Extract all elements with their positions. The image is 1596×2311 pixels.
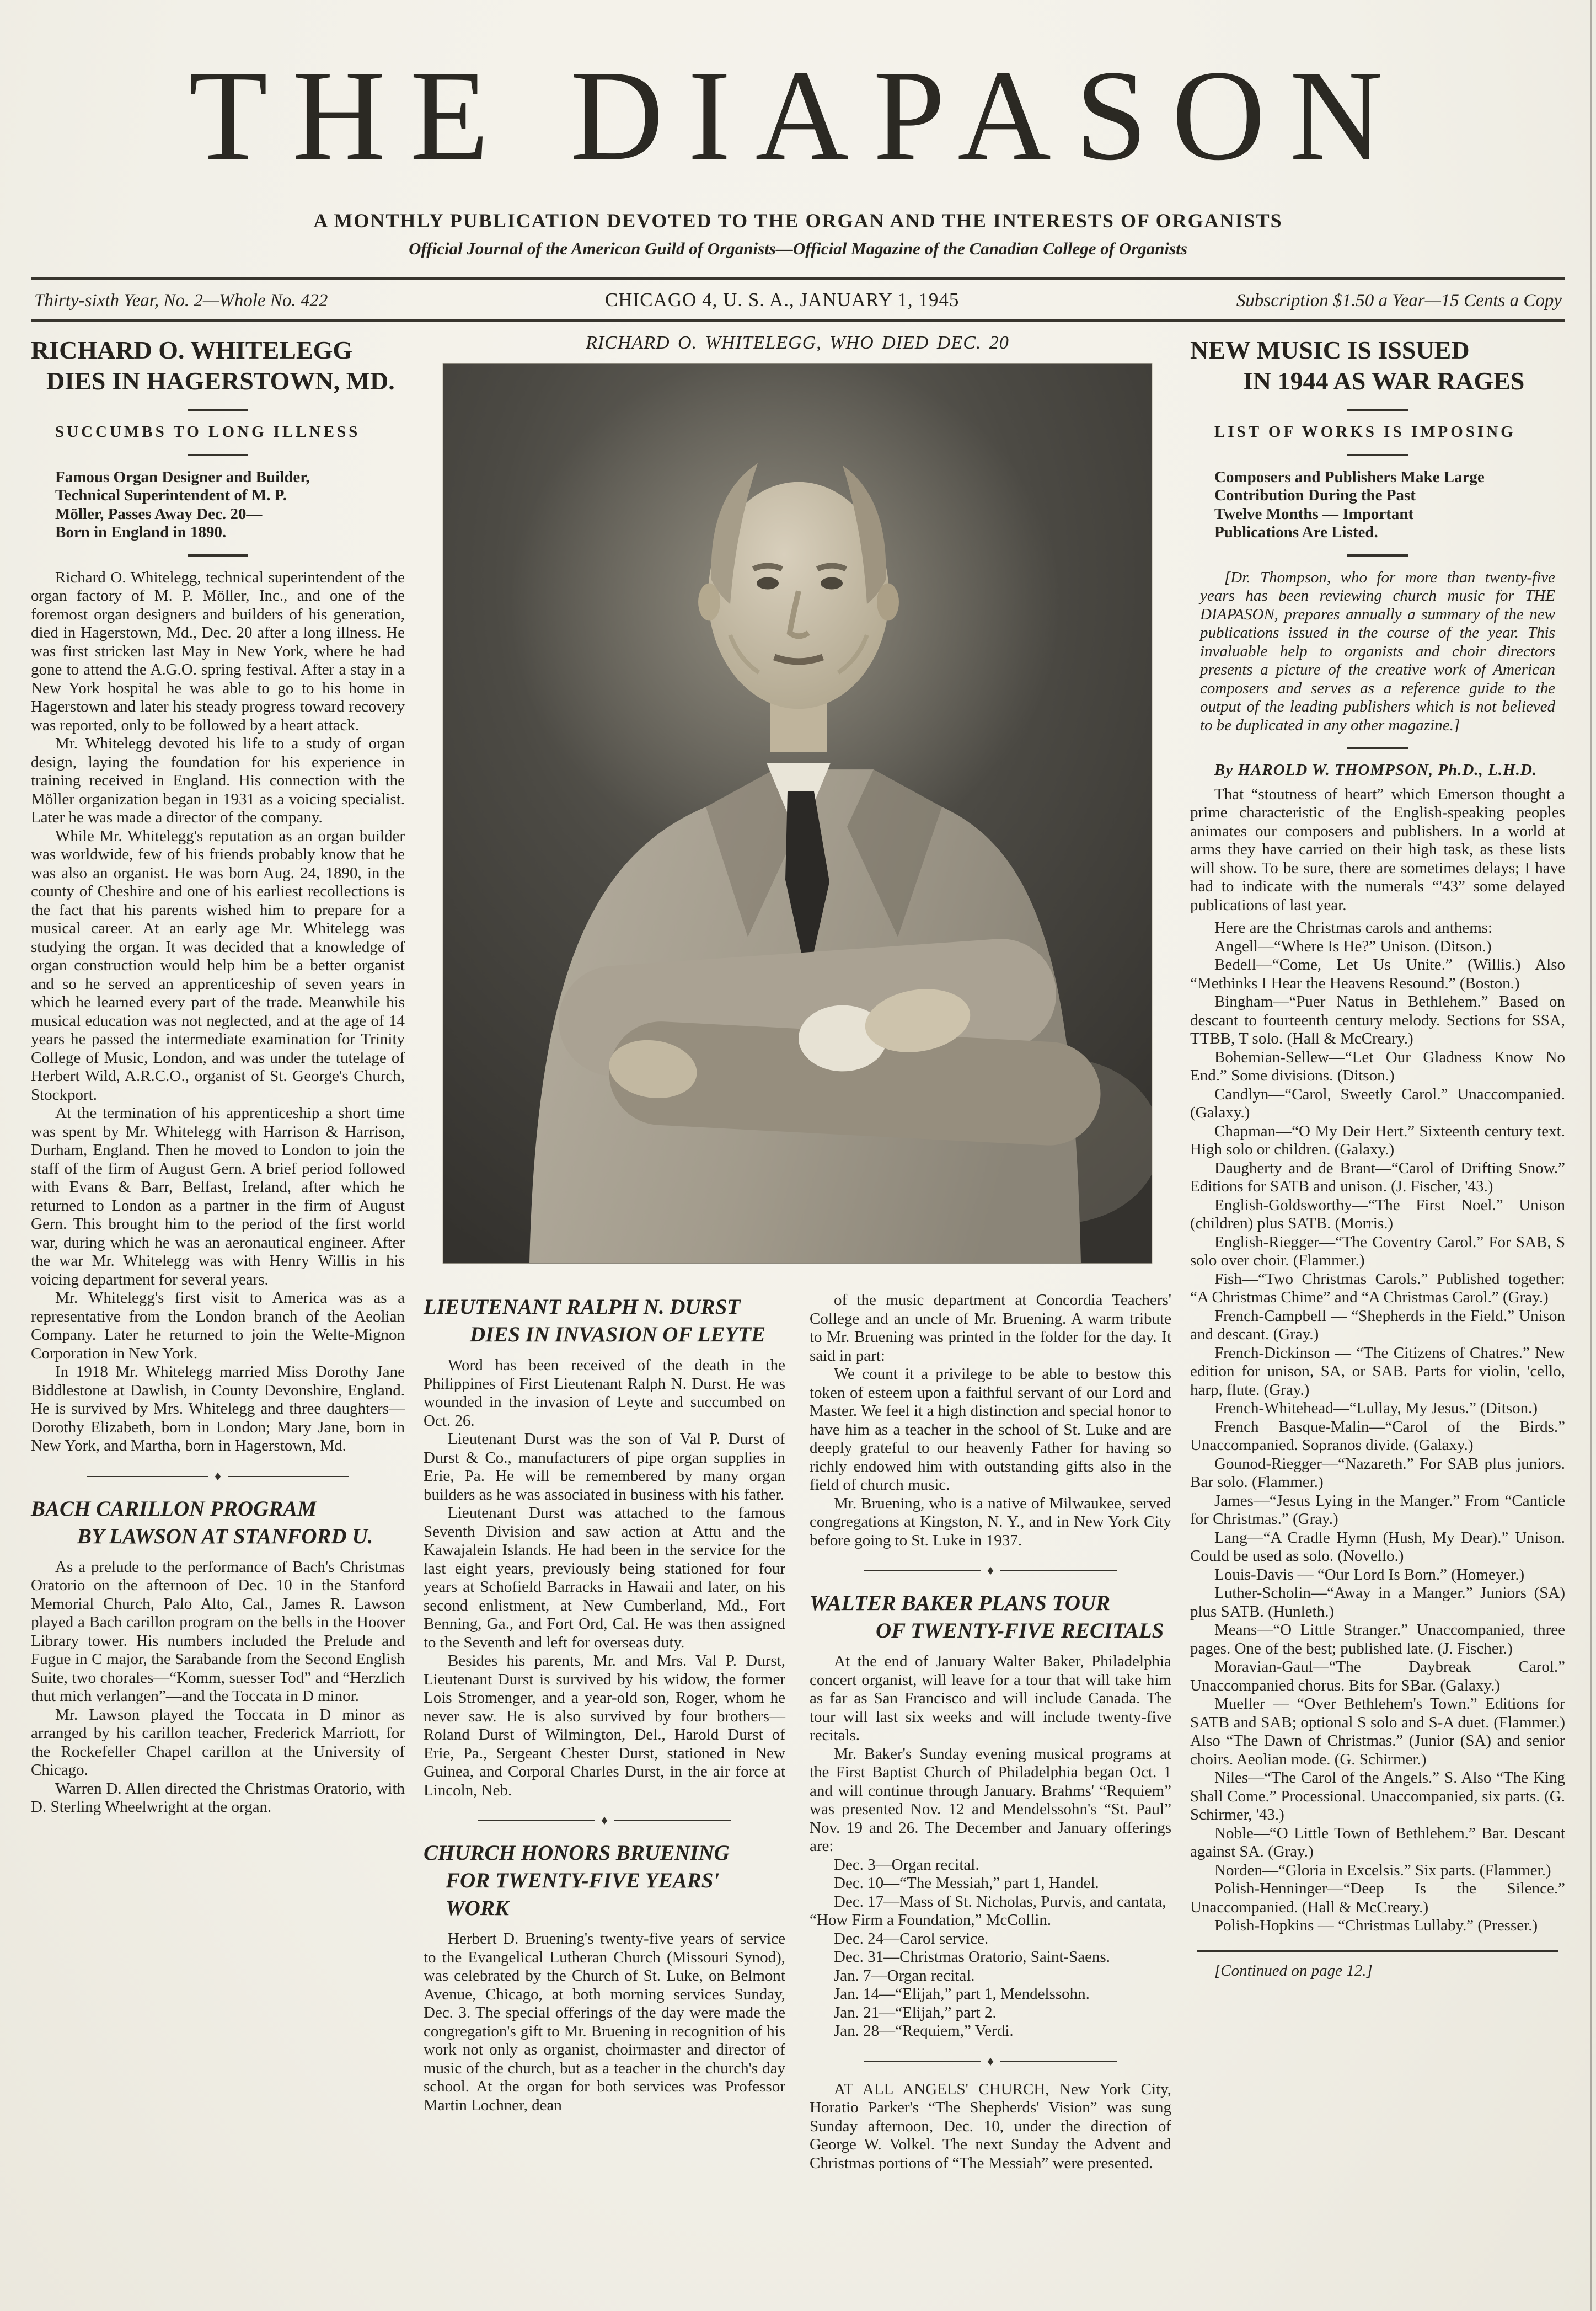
carol-list-item: Norden—“Gloria in Excelsis.” Six parts. (Flammer.) (1214, 1861, 1551, 1879)
ornament-divider (478, 1814, 731, 1827)
paragraph: Mr. Baker's Sunday evening musical programs at the First Baptist Church of Philadelphia began Oct. 1 and will continue through January. Brahms' “Requiem” was presented Nov. 12 and Mendelssohn's “St. Paul” Nov. 19 and 26. The December and January offerings are: (810, 1745, 1171, 1855)
carol-list-item: Moravian-Gaul—“The Daybreak Carol.” Unaccompanied chorus. Bits for SBar. (Galaxy.) (1190, 1658, 1565, 1694)
schedule-item: Dec. 31—Christmas Oratorio, Saint-Saens. (834, 1948, 1110, 1966)
bruening-headline (424, 1839, 785, 1922)
paragraph: That “stoutness of heart” which Emerson thought a prime characteristic of the English-speaking peoples animates our composers and publishers. In a world at arms they have carried on their high task, as these lists will show. To be sure, there are sometimes delays; I have had to indicate with the numerals “'43” some delayed publications of last year. (1190, 785, 1565, 914)
page-content (0, 322, 1596, 2173)
dateline-subscription: Subscription $1.50 a Year—15 Cents a Copy (1236, 291, 1562, 311)
durst-headline (424, 1293, 785, 1349)
newmusic-headline-line2: IN 1944 AS WAR RAGES (1243, 367, 1525, 395)
baker-headline-line2: OF TWENTY-FIVE RECITALS (876, 1619, 1164, 1643)
continued-notice: [Continued on page 12.] (1214, 1961, 1373, 1980)
deck-line: Publications Are Listed. (1214, 523, 1378, 541)
paragraph: Mr. Whitelegg's first visit to America was as a representative from the London branch of the Aeolian Company. Later he returned to join the Welte-Mignon Corporation in New York. (31, 1289, 405, 1362)
newmusic-subhead: LIST OF WORKS IS IMPOSING (1214, 423, 1516, 441)
bach-headline-line2: BY LAWSON AT STANFORD U. (77, 1524, 373, 1548)
schedule-item: Jan. 21—“Elijah,” part 2. (834, 2003, 997, 2021)
carol-list-item: French-Whitehead—“Lullay, My Jesus.” (Ditson.) (1214, 1399, 1538, 1417)
deck-line: Twelve Months — Important (1214, 505, 1414, 523)
schedule-item: Dec. 3—Organ recital. (834, 1855, 979, 1874)
portrait-illustration (443, 364, 1152, 1263)
durst-headline-line2: DIES IN INVASION OF LEYTE (470, 1323, 766, 1346)
column-middle-right (810, 1291, 1171, 2173)
carol-list-item: French Basque-Malin—“Carol of the Birds.” Unaccompanied. Sopranos divide. (Galaxy.) (1190, 1417, 1565, 1454)
column-middle-left (424, 1291, 785, 2173)
carol-list-item: Mueller — “Over Bethlehem's Town.” Editions for SATB and SAB; optional S solo and S-A duet. (Flammer.) Also “The Dawn of Christmas.” (Junior (SA) and senior choirs. Aeolian mode. (G. Schirmer.) (1190, 1695, 1565, 1768)
schedule-item: Dec. 24—Carol service. (834, 1929, 989, 1948)
carol-list-item: Polish-Henninger—“Deep Is the Silence.” Unaccompanied. (Hall & McCreary.) (1190, 1880, 1565, 1916)
bach-headline (31, 1495, 405, 1550)
middle-text-columns (424, 1291, 1171, 2173)
paragraph: In 1918 Mr. Whitelegg married Miss Dorothy Jane Biddlestone at Dawlish, in County Devonshire, England. He is survived by Mrs. Whitelegg and three daughters—Dorothy Elizabeth, born in London; Mary Jane, born in New York, and Martha, born in Hagerstown, Md. (31, 1363, 405, 1454)
schedule-item: Jan. 28—“Requiem,” Verdi. (834, 2022, 1014, 2040)
paragraph: Warren D. Allen directed the Christmas Oratorio, with D. Sterling Wheelwright at the organ. (31, 1779, 405, 1816)
paragraph: Word has been received of the death in the Philippines of First Lieutenant Ralph N. Durst. He was wounded in the invasion of Leyte and succumbed on Oct. 26. (424, 1356, 785, 1430)
bach-headline-line1: BACH CARILLON PROGRAM (31, 1496, 317, 1521)
dateline (31, 280, 1565, 319)
whitelegg-portrait-photo (443, 363, 1152, 1264)
paragraph: Mr. Whitelegg devoted his life to a study of organ design, laying the foundation for his experience in training received in England. His connection with the Möller organization began in 1931 as a voicing specialist. Later he was made a director of the company. (31, 735, 405, 826)
carol-list-item: Bedell—“Come, Let Us Unite.” (Willis.) Also “Methinks I Hear the Heavens Resound.” (Boston.) (1190, 956, 1565, 992)
paragraph: Here are the Christmas carols and anthems: (1214, 919, 1493, 937)
obituary-headline-line2: DIES IN HAGERSTOWN, MD. (46, 367, 395, 395)
diamond-ornament-icon: ♦ (214, 1469, 222, 1484)
editors-note (1190, 569, 1565, 735)
article-whitelegg-obituary (31, 335, 405, 1456)
paragraph: of the music department at Concordia Teachers' College and an uncle of Mr. Bruening. A warm tribute to Mr. Bruening was printed in the folder for the day. It said in part: (810, 1291, 1171, 1365)
carol-list-item: Polish-Hopkins — “Christmas Lullaby.” (Presser.) (1214, 1917, 1538, 1934)
divider-rule (188, 409, 248, 411)
ornament-divider (87, 1470, 349, 1483)
carol-list-item: Bohemian-Sellew—“Let Our Gladness Know No End.” Some divisions. (Ditson.) (1190, 1048, 1565, 1084)
article-new-music (1190, 335, 1565, 1980)
carol-list-item: Luther-Scholin—“Away in a Manger.” Juniors (SA) plus SATB. (Hunleth.) (1190, 1584, 1565, 1620)
diamond-ornament-icon: ♦ (987, 2054, 994, 2069)
rule-above-continued (1197, 1950, 1558, 1952)
column-right (1190, 331, 1565, 1980)
article-durst (424, 1293, 785, 1800)
divider-rule (1347, 454, 1408, 456)
ornament-divider (864, 2055, 1117, 2068)
byline: By HAROLD W. THOMPSON, Ph.D., L.H.D. (1214, 761, 1538, 779)
deck-line: Famous Organ Designer and Builder, (55, 468, 310, 486)
divider-rule (188, 454, 248, 456)
dateline-volume: Thirty-sixth Year, No. 2—Whole No. 422 (34, 291, 328, 311)
newmusic-deck (1190, 468, 1565, 542)
carol-list-item: Candlyn—“Carol, Sweetly Carol.” Unaccompanied. (Galaxy.) (1190, 1085, 1565, 1121)
bruening-headline-line2: FOR TWENTY-FIVE YEARS' WORK (446, 1869, 720, 1920)
paragraph: AT ALL ANGELS' CHURCH, New York City, Horatio Parker's “The Shepherds' Vision” was sung Sunday afternoon, Dec. 10, under the direction of George W. Volkel. The next Sunday the Advent and Christmas portions of “The Messiah” were presented. (810, 2080, 1171, 2172)
paragraph: Mr. Bruening, who is a native of Milwaukee, served congregations at Kingston, N. Y., and in New York City before going to St. Luke in 1937. (810, 1494, 1171, 1549)
editors-note-text: [Dr. Thompson, who for more than twenty-five years has been reviewing church music for THE DIAPASON, prepares annually a summary of the new publications issued in the course of the year. This invaluable help to organists and choir directors presents a picture of the creative work of American composers and serves as a reference guide to the output of the leading publishers which is not believed to be duplicated in any other magazine.] (1200, 568, 1555, 734)
paragraph: Herbert D. Bruening's twenty-five years of service to the Evangelical Lutheran Church (Missouri Synod), was celebrated by the Church of St. Luke, on Belmont Avenue, Chicago, at both morning services Sunday, Dec. 3. The special offerings of the day were made the congregation's gift to Mr. Bruening in recognition of his work not only as organist, choirmaster and director of music of the church, but as a teacher in the church's day school. At the organ for both services was Professor Martin Lochner, dean (424, 1930, 785, 2114)
deck-line: Technical Superintendent of M. P. (55, 486, 287, 504)
baker-recital-schedule (810, 1856, 1171, 2041)
carol-list-item: French-Campbell — “Shepherds in the Field.” Unison and descant. (Gray.) (1190, 1307, 1565, 1343)
deck-line: Contribution During the Past (1214, 486, 1416, 504)
obituary-headline-line1: RICHARD O. WHITELEGG (31, 336, 353, 364)
schedule-item: Dec. 10—“The Messiah,” part 1, Handel. (834, 1874, 1099, 1892)
obituary-subhead: SUCCUMBS TO LONG ILLNESS (55, 423, 361, 441)
carol-list-item: Gounod-Riegger—“Nazareth.” For SAB plus juniors. Bar solo. (Flammer.) (1190, 1454, 1565, 1491)
column-left (31, 331, 405, 1817)
paragraph: Richard O. Whitelegg, technical superintendent of the organ factory of M. P. Möller, Inc., and one of the foremost organ designers and builders of his generation, died in Hagerstown, Md., Dec. 20 after a long illness. He was first stricken last May in New York, where he had gone to attend the A.G.O. spring festival. After a stay in a New York hospital he was able to go to his home in Hagerstown and later his steady progress toward recovery was reported, only to be followed by a heart attack. (31, 568, 405, 734)
masthead-subtitle: A MONTHLY PUBLICATION DEVOTED TO THE ORGAN AND THE INTERESTS OF ORGANISTS (313, 210, 1283, 232)
carol-list-item: Noble—“O Little Town of Bethlehem.” Bar. Descant against SA. (Gray.) (1190, 1824, 1565, 1860)
schedule-item: Dec. 17—Mass of St. Nicholas, Purvis, and cantata, “How Firm a Foundation,” McCollin. (810, 1892, 1166, 1929)
divider-rule (1347, 747, 1408, 749)
article-all-angels (810, 2080, 1171, 2173)
paragraph: Lieutenant Durst was the son of Val P. Durst of Durst & Co., manufacturers of pipe organ supplies in Erie, Pa. He will be remembered by many organ builders as he was associated in business with his father. (424, 1430, 785, 1504)
carol-list-item: Bingham—“Puer Natus in Bethlehem.” Based on descant to fourteenth century melody. Sections for SSA, TTBB, T solo. (Hall & McCreary.) (1190, 993, 1565, 1047)
carol-list-item: Fish—“Two Christmas Carols.” Published together: “A Christmas Chime” and “A Christmas Carol.” (Gray.) (1190, 1270, 1565, 1306)
dateline-place-date: CHICAGO 4, U. S. A., JANUARY 1, 1945 (604, 289, 960, 311)
section-middle (424, 331, 1171, 2173)
carol-list-item: French-Dickinson — “The Citizens of Chatres.” New edition for unison, SA, or SAB. Parts for violin, 'cello, harp, flute. (Gray.) (1190, 1344, 1565, 1399)
article-bruening (424, 1839, 785, 2115)
article-bruening-continuation (810, 1291, 1171, 1550)
masthead (0, 0, 1596, 259)
carol-list-item: English-Goldsworthy—“The First Noel.” Unison (children) plus SATB. (Morris.) (1190, 1196, 1565, 1232)
paragraph: We count it a privilege to be able to bestow this token of esteem upon a faithful servant of our Lord and Master. We feel it a high distinction and special honor to have him as a teacher in the school of St. Luke and are deeply grateful to our heavenly Father for having so richly endowed him with outstanding gifts also in the field of church music. (810, 1365, 1171, 1494)
schedule-item: Jan. 14—“Elijah,” part 1, Mendelssohn. (834, 1985, 1090, 2003)
ornament-divider (864, 1564, 1117, 1577)
article-bach-carillon (31, 1495, 405, 1817)
carol-list-item: James—“Jesus Lying in the Manger.” From “Canticle for Christmas.” (Gray.) (1190, 1491, 1565, 1528)
carol-list-item: Lang—“A Cradle Hymn (Hush, My Dear).” Unison. Could be used as solo. (Novello.) (1190, 1528, 1565, 1565)
baker-headline (810, 1590, 1171, 1645)
paragraph: As a prelude to the performance of Bach's Christmas Oratorio on the afternoon of Dec. 10 in the Stanford Memorial Church, Palo Alto, Cal., James R. Lawson played a Bach carillon program on the bells in the Hoover Library tower. His numbers included the Prelude and Fugue in C major, the Sarabande from the Second English Suite, two chorales—“Komm, suesser Tod” and “Herzlich thut mich verlangen”—and the Toccata in D minor. (31, 1558, 405, 1705)
baker-headline-line1: WALTER BAKER PLANS TOUR (810, 1591, 1111, 1615)
obituary-headline (31, 335, 405, 397)
paragraph: Lieutenant Durst was attached to the famous Seventh Division and saw action at Attu and the Kawajalein Islands. He had been in the service for the last eight years, previously being stationed for four years at Schofield Barracks in Hawaii and later, on his second enlistment, at New Cumberland, Md., Fort Benning, Ga., and Fort Ord, Cal. He was then assigned to the Seventh and left for overseas duty. (424, 1504, 785, 1651)
divider-rule (1347, 409, 1408, 411)
schedule-item: Jan. 7—Organ recital. (834, 1966, 975, 1984)
deck-line: Born in England in 1890. (55, 523, 227, 541)
carol-list-item: Daugherty and de Brant—“Carol of Drifting Snow.” Editions for SATB and unison. (J. Fischer, '43.) (1190, 1159, 1565, 1195)
paragraph: While Mr. Whitelegg's reputation as an organ builder was worldwide, few of his friends probably know that he was also an organist. He was born Aug. 24, 1890, in the county of Cheshire and one of his earliest recollections is the fact that his parents wished him to prepare for a musical career. At an early age Mr. Whitelegg was studying the organ. It was decided that a knowledge of organ construction would help him be a better organist and so he served an apprenticeship of seven years in which he learned every part of the trade. Meanwhile his musical education was not neglected, and at the age of 14 years he passed the intermediate examination for Trinity College of Music, London, and was under the tutelage of Herbert Wild, A.R.C.O., organist of St. George's Church, Stockport. (31, 827, 405, 1104)
obituary-deck (31, 468, 405, 542)
carol-list-item: Chapman—“O My Deir Hert.” Sixteenth century text. High solo or children. (Galaxy.) (1190, 1122, 1565, 1158)
carol-list-item: English-Riegger—“The Coventry Carol.” For SAB, S solo over choir. (Flammer.) (1190, 1233, 1565, 1269)
newmusic-headline-line1: NEW MUSIC IS ISSUED (1190, 336, 1470, 364)
paragraph: Mr. Lawson played the Toccata in D minor as arranged by his carillon teacher, Frederick Marriott, for the Rockefeller Chapel carillon at the University of Chicago. (31, 1705, 405, 1779)
photo-caption: RICHARD O. WHITELEGG, WHO DIED DEC. 20 (586, 333, 1009, 353)
divider-rule (1347, 554, 1408, 557)
paragraph: At the end of January Walter Baker, Philadelphia concert organist, will leave for a tour that will take him as far as San Francisco and will include Canada. The tour will last six weeks and will include twenty-five recitals. (810, 1652, 1171, 1744)
carol-list-item: Louis-Davis — “Our Lord Is Born.” (Homeyer.) (1214, 1565, 1525, 1584)
deck-line: Möller, Passes Away Dec. 20— (55, 505, 263, 523)
carol-list-item: Means—“O Little Stranger.” Unaccompanied, three pages. One of the best; published late. (J. Fischer.) (1190, 1621, 1565, 1657)
diamond-ornament-icon: ♦ (601, 1814, 608, 1828)
masthead-title: THE DIAPASON (188, 44, 1408, 187)
bruening-headline-line1: CHURCH HONORS BRUENING (424, 1841, 730, 1865)
diamond-ornament-icon: ♦ (987, 1564, 994, 1578)
paragraph: At the termination of his apprenticeship a short time was spent by Mr. Whitelegg with Harrison & Harrison, Durham, England. Then he moved to London to join the staff of the firm of August Gern. A brief period followed with Evans & Barr, Belfast, Ireland, after which he returned to London as a partner in the firm of August Gern. This brought him to the period of the first world war, during which he was an aeronautical engineer. After the war Mr. Whitelegg was with Henry Willis in his voicing department for several years. (31, 1104, 405, 1288)
paragraph: Besides his parents, Mr. and Mrs. Val P. Durst, Lieutenant Durst is survived by his widow, the former Lois Stromenger, and a year-old son, Roger, whom he never saw. He is also survived by four brothers—Roland Durst of Wilmington, Del., Harold Durst of Erie, Pa., Sergeant Chester Durst, stationed in New Guinea, and Corporal Charles Durst, in the air force at Lincoln, Neb. (424, 1652, 785, 1799)
durst-headline-line1: LIEUTENANT RALPH N. DURST (424, 1295, 741, 1319)
carol-list-item: Angell—“Where Is He?” Unison. (Ditson.) (1214, 937, 1492, 955)
newmusic-headline (1190, 335, 1565, 397)
carol-list-item: Niles—“The Carol of the Angels.” S. Also “The King Shall Come.” Processional. Unaccompanied, six parts. (G. Schirmer, '43.) (1190, 1769, 1565, 1823)
deck-line: Composers and Publishers Make Large (1214, 468, 1485, 486)
masthead-official-line: Official Journal of the American Guild of Organists—Official Magazine of the Canadian College of Organists (409, 239, 1187, 258)
article-walter-baker (810, 1590, 1171, 2041)
divider-rule (188, 554, 248, 557)
